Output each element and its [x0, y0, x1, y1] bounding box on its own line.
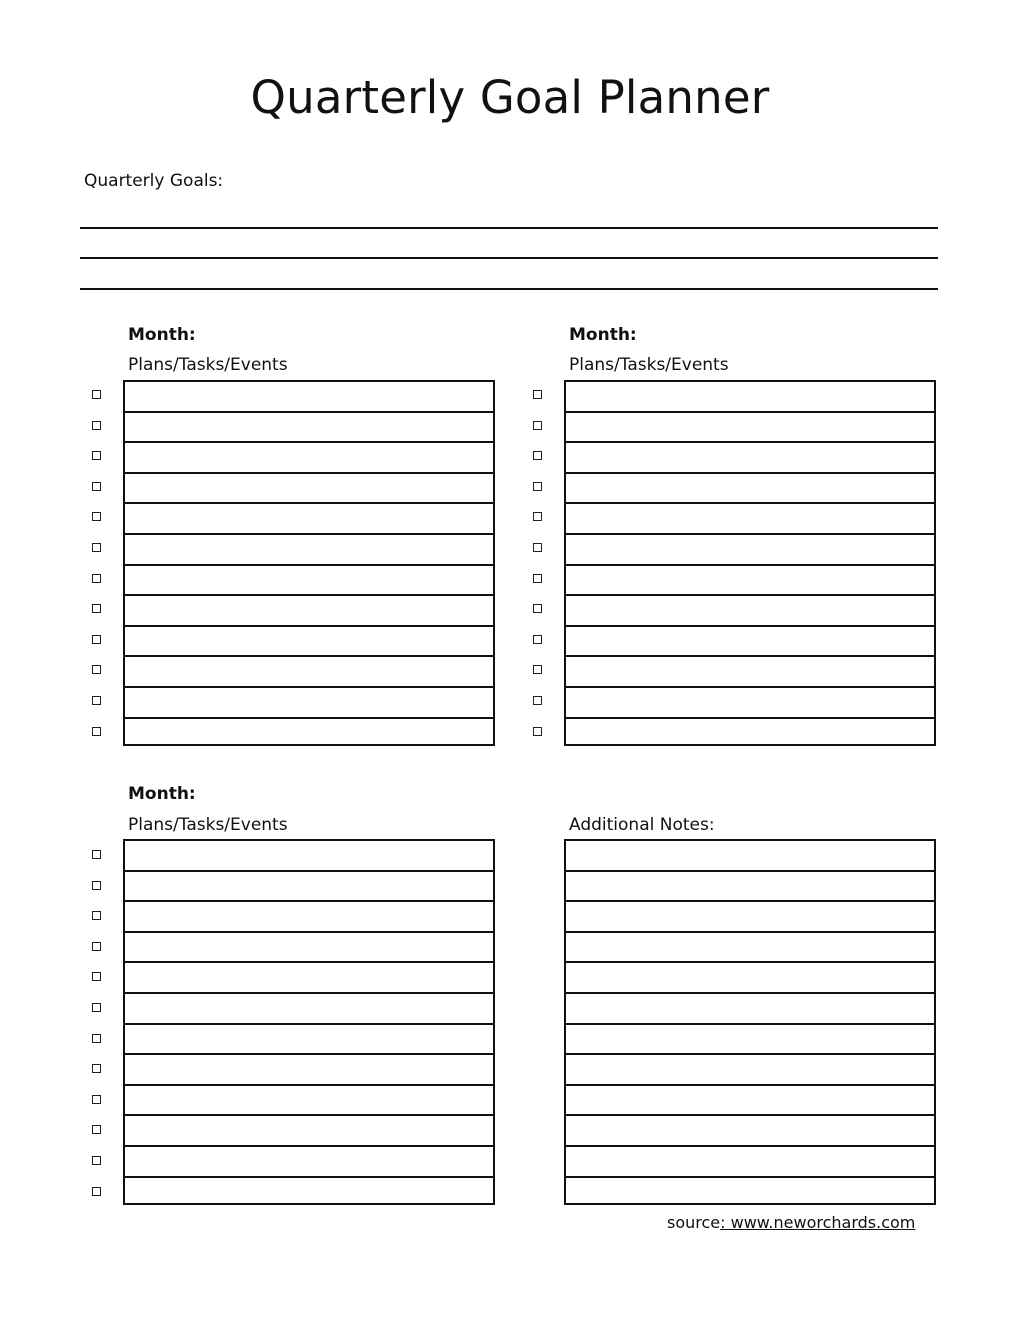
month-3-task-checkbox[interactable] — [92, 850, 101, 859]
page-title: Quarterly Goal Planner — [250, 71, 770, 124]
notes-row[interactable] — [566, 933, 934, 962]
source-credit — [667, 1213, 915, 1233]
month-1-task-checkbox[interactable] — [92, 543, 101, 552]
month-2-task-row[interactable] — [566, 627, 934, 656]
month-1-task-row[interactable] — [125, 657, 493, 686]
month-1-task-checkbox[interactable] — [92, 665, 101, 674]
month-3-task-checkbox[interactable] — [92, 881, 101, 890]
month-3-task-checkbox[interactable] — [92, 942, 101, 951]
month-2-task-checkbox[interactable] — [533, 482, 542, 491]
month-2-task-row[interactable] — [566, 596, 934, 625]
month-2-task-checkbox[interactable] — [533, 696, 542, 705]
month-3-task-row[interactable] — [125, 872, 493, 901]
month-3-task-checkbox[interactable] — [92, 911, 101, 920]
month-2-task-checkbox[interactable] — [533, 390, 542, 399]
month-2-task-checkbox[interactable] — [533, 421, 542, 430]
month-1-task-checkbox[interactable] — [92, 574, 101, 583]
month-3-task-checkbox[interactable] — [92, 1156, 101, 1165]
month-3-task-row[interactable] — [125, 1116, 493, 1145]
month-1-task-checkbox[interactable] — [92, 727, 101, 736]
notes-row[interactable] — [566, 963, 934, 992]
month-3-task-row[interactable] — [125, 902, 493, 931]
month-3-task-row[interactable] — [125, 994, 493, 1023]
month-2-task-row[interactable] — [566, 719, 934, 748]
additional-notes-list — [564, 839, 936, 1205]
month-1-task-row[interactable] — [125, 474, 493, 503]
month-1-task-row[interactable] — [125, 382, 493, 411]
month-2-plans-label: Plans/Tasks/Events — [569, 355, 729, 375]
month-1-task-checkbox[interactable] — [92, 421, 101, 430]
month-3-task-checkbox[interactable] — [92, 1187, 101, 1196]
month-1-task-list — [123, 380, 495, 746]
month-3-task-checkbox[interactable] — [92, 1095, 101, 1104]
month-1-task-row[interactable] — [125, 566, 493, 595]
notes-row[interactable] — [566, 1055, 934, 1084]
month-1-task-checkbox[interactable] — [92, 451, 101, 460]
month-2-task-checkbox[interactable] — [533, 665, 542, 674]
notes-row[interactable] — [566, 1178, 934, 1207]
additional-notes-label: Additional Notes: — [569, 815, 715, 835]
month-2-task-row[interactable] — [566, 413, 934, 442]
goal-line-3[interactable] — [80, 288, 938, 290]
month-1-task-checkbox[interactable] — [92, 635, 101, 644]
notes-row[interactable] — [566, 1086, 934, 1115]
month-2-task-checkbox[interactable] — [533, 512, 542, 521]
month-2-task-checkbox[interactable] — [533, 604, 542, 613]
notes-row[interactable] — [566, 902, 934, 931]
month-1-task-row[interactable] — [125, 596, 493, 625]
month-2-task-checkbox[interactable] — [533, 574, 542, 583]
month-2-task-row[interactable] — [566, 504, 934, 533]
notes-row[interactable] — [566, 994, 934, 1023]
month-2-task-row[interactable] — [566, 566, 934, 595]
month-3-task-row[interactable] — [125, 1178, 493, 1207]
month-1-task-checkbox[interactable] — [92, 604, 101, 613]
notes-row[interactable] — [566, 841, 934, 870]
month-3-task-row[interactable] — [125, 841, 493, 870]
month-1-task-checkbox[interactable] — [92, 390, 101, 399]
month-2-task-row[interactable] — [566, 382, 934, 411]
month-2-task-checkbox[interactable] — [533, 635, 542, 644]
month-2-task-row[interactable] — [566, 535, 934, 564]
notes-row[interactable] — [566, 872, 934, 901]
month-3-task-row[interactable] — [125, 1147, 493, 1176]
notes-row[interactable] — [566, 1025, 934, 1054]
month-3-task-checkbox[interactable] — [92, 1064, 101, 1073]
month-2-task-row[interactable] — [566, 657, 934, 686]
month-1-task-row[interactable] — [125, 535, 493, 564]
month-1-task-checkbox[interactable] — [92, 696, 101, 705]
quarterly-goals-label: Quarterly Goals: — [84, 171, 224, 191]
month-3-task-list — [123, 839, 495, 1205]
source-prefix: source — [667, 1213, 721, 1232]
month-2-task-checkbox[interactable] — [533, 451, 542, 460]
notes-row[interactable] — [566, 1116, 934, 1145]
month-3-task-checkbox[interactable] — [92, 1034, 101, 1043]
month-3-task-row[interactable] — [125, 1086, 493, 1115]
month-2-task-row[interactable] — [566, 474, 934, 503]
month-3-label: Month: — [128, 784, 196, 804]
month-3-plans-label: Plans/Tasks/Events — [128, 815, 288, 835]
month-1-task-checkbox[interactable] — [92, 512, 101, 521]
month-1-task-row[interactable] — [125, 504, 493, 533]
month-1-task-row[interactable] — [125, 627, 493, 656]
source-link[interactable]: : www.neworchards.com — [720, 1213, 916, 1232]
month-2-task-row[interactable] — [566, 443, 934, 472]
month-3-task-checkbox[interactable] — [92, 972, 101, 981]
goal-line-1[interactable] — [80, 227, 938, 229]
goal-line-2[interactable] — [80, 257, 938, 259]
month-1-task-row[interactable] — [125, 413, 493, 442]
month-1-task-row[interactable] — [125, 688, 493, 717]
month-1-label: Month: — [128, 325, 196, 345]
month-2-label: Month: — [569, 325, 637, 345]
month-2-task-row[interactable] — [566, 688, 934, 717]
month-1-task-row[interactable] — [125, 443, 493, 472]
month-3-task-row[interactable] — [125, 933, 493, 962]
month-2-task-checkbox[interactable] — [533, 543, 542, 552]
month-1-task-checkbox[interactable] — [92, 482, 101, 491]
month-1-task-row[interactable] — [125, 719, 493, 748]
month-3-task-row[interactable] — [125, 1025, 493, 1054]
month-3-task-row[interactable] — [125, 963, 493, 992]
month-2-task-list — [564, 380, 936, 746]
month-3-task-checkbox[interactable] — [92, 1125, 101, 1134]
month-3-task-checkbox[interactable] — [92, 1003, 101, 1012]
month-2-task-checkbox[interactable] — [533, 727, 542, 736]
month-3-task-row[interactable] — [125, 1055, 493, 1084]
notes-row[interactable] — [566, 1147, 934, 1176]
month-1-plans-label: Plans/Tasks/Events — [128, 355, 288, 375]
